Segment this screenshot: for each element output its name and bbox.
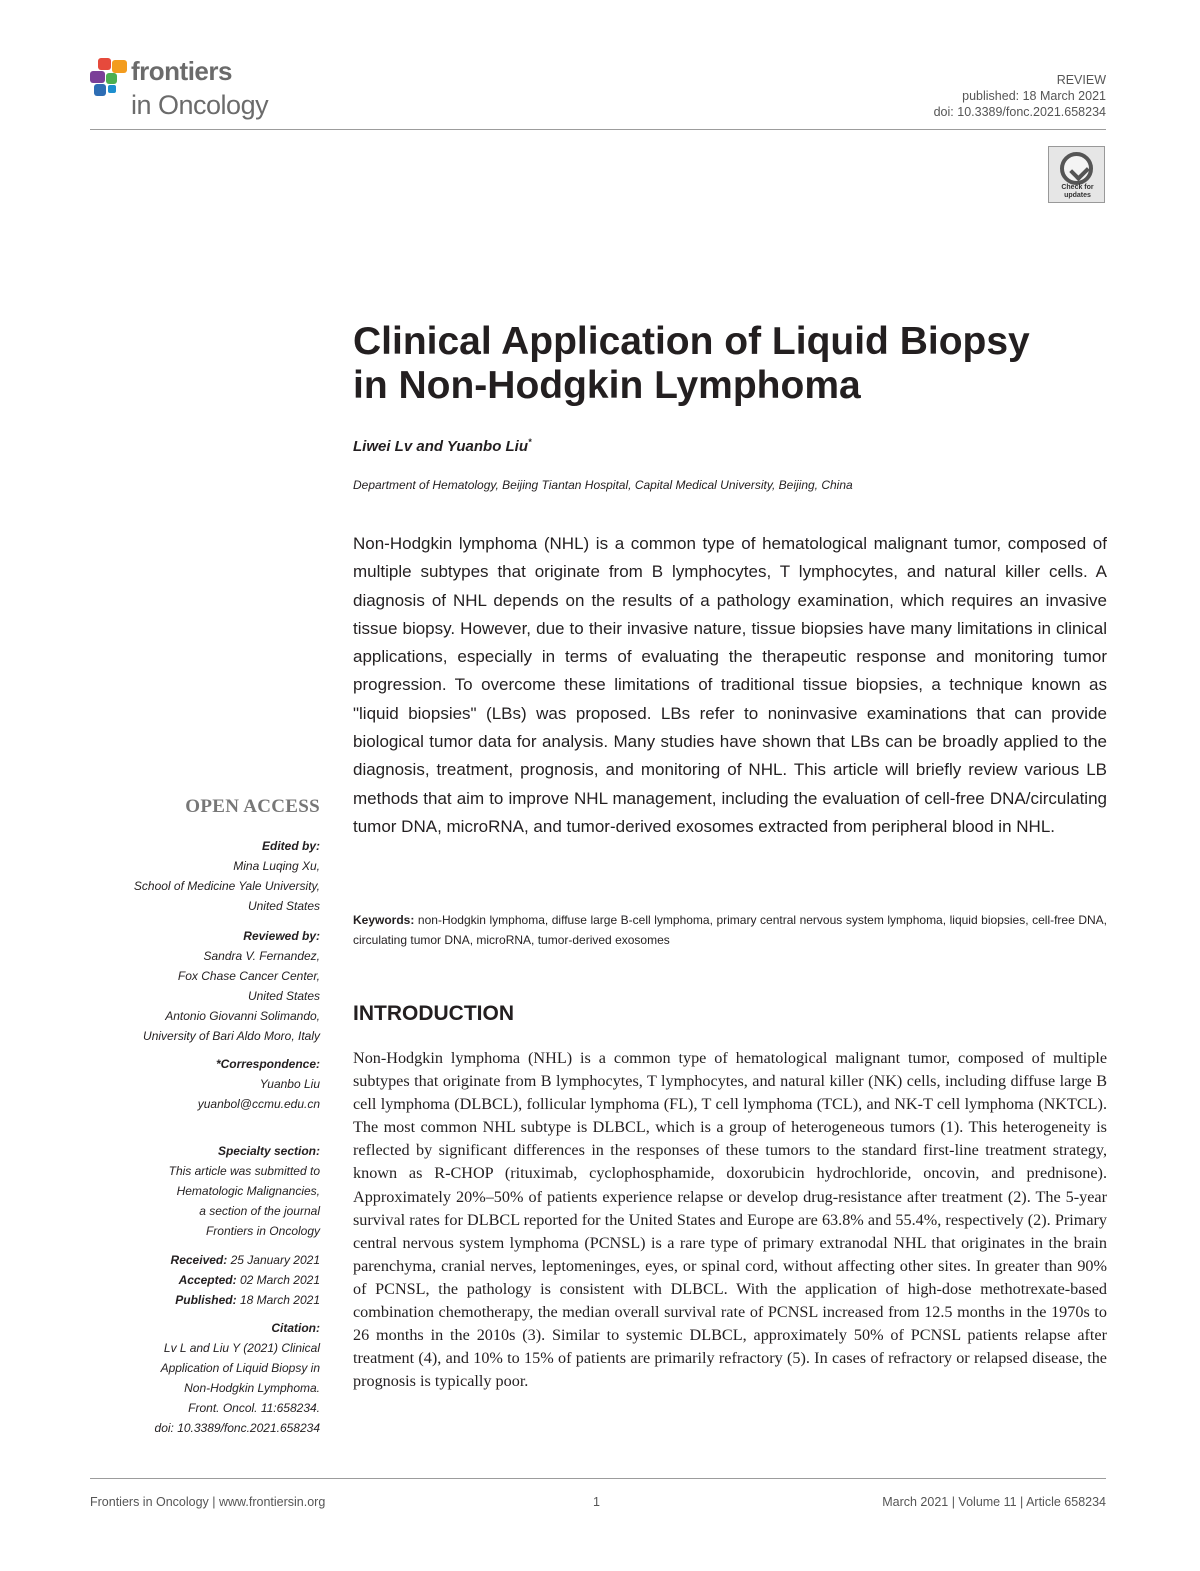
title-line-2: in Non-Hodgkin Lymphoma [353, 364, 861, 407]
specialty-block [169, 1141, 320, 1241]
author-list [353, 437, 532, 455]
published-date: published: 18 March 2021 [962, 89, 1106, 103]
received-label: Received: [170, 1253, 228, 1267]
reviewer-1-affiliation: Fox Chase Cancer Center, [177, 969, 320, 983]
edited-by-label: Edited by: [261, 839, 320, 853]
check-updates-label: Check for updates [1061, 184, 1094, 199]
footer-divider [90, 1478, 1106, 1479]
open-access-label: OPEN ACCESS [185, 796, 320, 817]
journal-logo [88, 52, 298, 126]
published-date-side [171, 1290, 320, 1310]
reviewer-1-country: United States [247, 989, 320, 1003]
footer-journal[interactable]: Frontiers in Oncology | www.frontiersin.org [90, 1495, 326, 1509]
logo-journal-name: in Oncology [131, 90, 269, 120]
received-value: 25 January 2021 [230, 1253, 320, 1267]
published-label: Published: [175, 1293, 237, 1307]
received-date [171, 1250, 320, 1270]
article-title [353, 320, 1113, 408]
citation-line-5[interactable]: doi: 10.3389/fonc.2021.658234 [154, 1421, 320, 1435]
citation-line-4: Front. Oncol. 11:658234. [188, 1401, 320, 1415]
header-divider [90, 129, 1106, 130]
reviewed-by-label: Reviewed by: [243, 929, 320, 943]
editors-block [134, 836, 320, 916]
keywords [353, 910, 1107, 950]
specialty-line-4: Frontiers in Oncology [205, 1224, 320, 1238]
section-heading-introduction: INTRODUCTION [353, 1002, 514, 1025]
keywords-label: Keywords: [353, 913, 415, 927]
specialty-line-2: Hematologic Malignancies, [176, 1184, 320, 1198]
affiliation: Department of Hematology, Beijing Tiantan Hospital, Capital Medical University, Beijing, China [353, 478, 853, 492]
page-number: 1 [593, 1495, 600, 1509]
check-for-updates-badge[interactable] [1048, 146, 1105, 203]
editor-affiliation: School of Medicine Yale University, [133, 879, 320, 893]
article-meta [934, 72, 1106, 120]
specialty-line-3: a section of the journal [199, 1204, 320, 1218]
reviewers-block [143, 926, 320, 1046]
citation-label: Citation: [271, 1321, 320, 1335]
citation-line-3: Non-Hodgkin Lymphoma. [184, 1381, 320, 1395]
reviewer-2-affiliation: University of Bari Aldo Moro, Italy [143, 1029, 320, 1043]
citation-block [155, 1318, 320, 1438]
correspondence-name: Yuanbo Liu [259, 1077, 320, 1091]
editor-country: United States [247, 899, 320, 913]
check-updates-icon [1060, 152, 1093, 185]
corresponding-mark: * [528, 437, 532, 447]
citation-line-1: Lv L and Liu Y (2021) Clinical [163, 1341, 320, 1355]
accepted-label: Accepted: [178, 1273, 237, 1287]
dates-block [171, 1250, 320, 1310]
footer-issue: March 2021 | Volume 11 | Article 658234 [882, 1495, 1106, 1509]
logo-wordmark: frontiers [131, 56, 232, 86]
abstract: Non-Hodgkin lymphoma (NHL) is a common type of hematological malignant tumor, composed of multiple subtypes that originate from B lymphocytes, T lymphocytes, and natural killer cells. A diagnosis of NHL depends on the results of a pathology examination, which requires an invasive tissue biopsy. However, due to their invasive nature, tissue biopsies have many limitations in clinical applications, especially in terms of evaluating the therapeutic response and monitoring tumor progression. To overcome these limitations of traditional tissue biopsies, a technique known as "liquid biopsies" (LBs) was proposed. LBs refer to noninvasive examinations that can provide biological tumor data for analysis. Many studies have shown that LBs can be broadly applied to the diagnosis, treatment, prognosis, and monitoring of NHL. This article will briefly review various LB methods that aim to improve NHL management, including the evaluation of cell-free DNA/circulating tumor DNA, microRNA, and tumor-derived exosomes extracted from peripheral blood in NHL. [353, 534, 1107, 836]
correspondence-label: *Correspondence: [215, 1057, 320, 1071]
reviewer-1-name: Sandra V. Fernandez, [203, 949, 320, 963]
doi[interactable]: doi: 10.3389/fonc.2021.658234 [933, 105, 1106, 119]
accepted-value: 02 March 2021 [239, 1273, 320, 1287]
introduction-text: Non-Hodgkin lymphoma (NHL) is a common type of hematological malignant tumor, composed of multiple subtypes that originate from B lymphocytes, T lymphocytes, and natural killer (NK) cells, including diffuse large B cell lymphoma (DLBCL), follicular lymphoma (FL), T cell lymphoma (TCL), and NK-T cell lymphoma (NKTCL). The most common NHL subtype is DLBCL, which is a group of heterogeneous tumors (1). This heterogeneity is reflected by significant differences in the responses of these tumors to the standard first-line treatment strategy, known as R-CHOP (rituximab, cyclophosphamide, doxorubicin hydrochloride, oncovin, and prednisone). Approximately 20%–50% of patients experience relapse or develop drug-resistance after treatment (2). The 5-year survival rates for DLBCL reported for the United States and Europe are 63.8% and 55.4%, respectively (2). Primary central nervous system lymphoma (PCNSL) is a rare type of primary extranodal NHL that originates in the brain parenchyma, cranial nerves, leptomeninges, eyes, or spinal cord, without affecting other sites. In greater than 90% of PCNSL, the pathology is consistent with DLBCL. With the application of high-dose methotrexate-based combination chemotherapy, the median overall survival rate of PCNSL increased from 12.5 months in the 1970s to 26 months in the 2010s (3). Similar to systemic DLBCL, approximately 50% of PCNSL patients relapse after treatment (4), and 10% to 15% of patients are primarily refractory (5). In cases of refractory or relapsed disease, the prognosis is typically poor. [353, 1049, 1107, 1391]
frontiers-logo-icon [88, 56, 132, 100]
specialty-line-1: This article was submitted to [168, 1164, 320, 1178]
specialty-label: Specialty section: [217, 1144, 320, 1158]
citation-line-2: Application of Liquid Biopsy in [160, 1361, 320, 1375]
correspondence-email[interactable]: yuanbol@ccmu.edu.cn [197, 1097, 320, 1111]
accepted-date [171, 1270, 320, 1290]
keywords-list: non-Hodgkin lymphoma, diffuse large B-cell lymphoma, primary central nervous system lymphoma, liquid biopsies, cell-free DNA, circulating tumor DNA, microRNA, tumor-derived exosomes [353, 913, 1107, 947]
authors: Liwei Lv and Yuanbo Liu [353, 438, 529, 455]
reviewer-2-name: Antonio Giovanni Solimando, [165, 1009, 320, 1023]
correspondence-block [198, 1054, 320, 1114]
title-line-1: Clinical Application of Liquid Biopsy [353, 320, 1030, 363]
article-type: REVIEW [1056, 73, 1106, 87]
editor-name: Mina Luqing Xu, [233, 859, 320, 873]
published-value: 18 March 2021 [239, 1293, 320, 1307]
